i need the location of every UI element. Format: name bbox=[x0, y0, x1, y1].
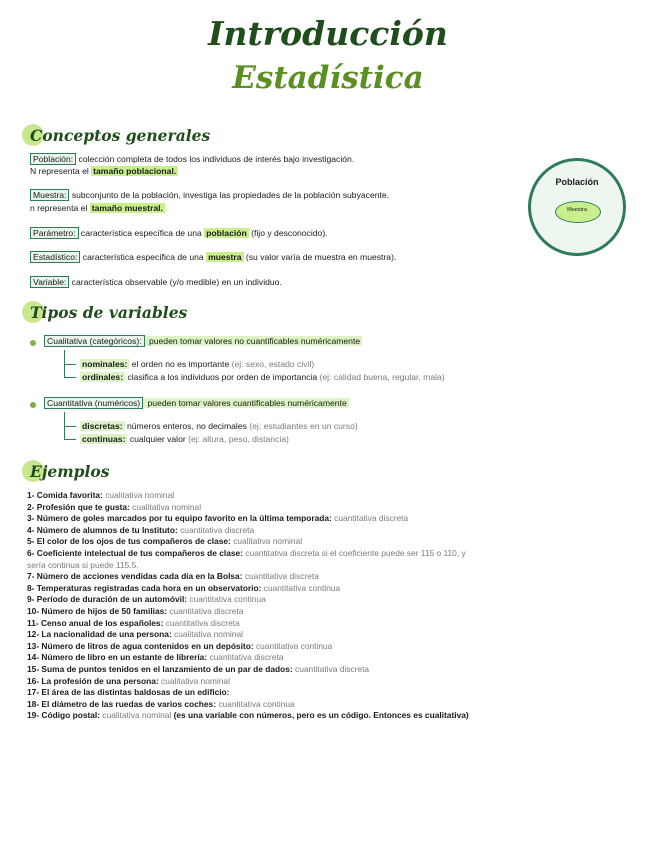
ejemplo-answer: cuantitativa discreta bbox=[165, 617, 240, 628]
ejemplo-question: 16- La profesión de una persona: bbox=[27, 675, 162, 686]
term-muestra: Muestra: bbox=[30, 189, 69, 201]
term-variable: Variable: bbox=[30, 276, 69, 288]
term-cuantitativa: Cuantitativa (numéricos) bbox=[44, 397, 143, 409]
ejemplo-note: (es una variable con números, pero es un código. Entonces es cualitativa) bbox=[171, 710, 469, 721]
tipo-cualitativa: Cualitativa (categóricos): pueden tomar valores no cuantificables numéricamente bbox=[44, 336, 362, 347]
term-poblacion: Población: bbox=[30, 153, 76, 165]
tipo-cuantitativa: Cuantitativa (numéricos) pueden tomar valores cuantificables numéricamente bbox=[44, 398, 349, 409]
poblacion-diagram bbox=[528, 158, 626, 256]
tree-branch bbox=[64, 364, 76, 365]
ejemplo-item bbox=[27, 618, 240, 629]
ejemplo-answer: cuantitativa discreta bbox=[334, 513, 409, 524]
ejemplo-item bbox=[27, 490, 174, 501]
ejemplo-item bbox=[27, 560, 139, 571]
tree-branch bbox=[64, 377, 76, 378]
bullet bbox=[30, 402, 36, 408]
ejemplo-answer: cualitativa nominal bbox=[105, 490, 175, 500]
ejemplo-answer: cuantitativa continua bbox=[189, 594, 266, 605]
term-estadistico: Estadístico: bbox=[30, 251, 80, 263]
title-line-1: Introducción bbox=[208, 14, 448, 53]
ejemplo-item bbox=[27, 536, 302, 547]
def-poblacion: Población: colección completa de todos los individuos de interés bajo investigación. bbox=[30, 154, 354, 165]
ejemplo-answer: cuantitativa discreta bbox=[180, 524, 255, 535]
ejemplo-item bbox=[27, 699, 295, 710]
ejemplo-item bbox=[27, 664, 369, 675]
def-variable: Variable: característica observable (y/o medible) en un individuo. bbox=[30, 277, 282, 288]
def-muestra-n: n representa el tamaño muestral. bbox=[30, 203, 163, 213]
ejemplo-question: 14- Número de libro en un estante de librería: bbox=[27, 652, 210, 663]
ejemplo-question: 12- La nacionalidad de una persona: bbox=[27, 629, 175, 640]
def-estadistico: Estadístico: característica específica de una muestra (su valor varía de muestra en muestra). bbox=[30, 252, 396, 263]
ejemplo-item bbox=[27, 502, 201, 513]
ejemplo-answer: cualitativa nominal bbox=[132, 501, 202, 512]
sub-discretas: discretas: números enteros, no decimales (ej: estudiantes en un curso) bbox=[82, 421, 358, 431]
ejemplo-answer: cualitativa nominal bbox=[174, 629, 243, 640]
sub-continuas: continuas: cualquier valor (ej: altura, peso, distancia) bbox=[82, 434, 289, 444]
ejemplo-item bbox=[27, 548, 466, 559]
ejemplo-item bbox=[27, 710, 469, 721]
ejemplo-answer: cuantitativa discreta bbox=[244, 571, 319, 582]
sub-nominales: nominales: el orden no es importante (ej: sexo, estado civil) bbox=[82, 359, 315, 369]
muestra-label: Muestra bbox=[567, 207, 587, 213]
poblacion-label: Población bbox=[555, 177, 599, 187]
section-title: Tipos de variables bbox=[30, 303, 188, 322]
ejemplo-item bbox=[27, 513, 408, 524]
def-parametro: Parámetro: característica específica de una población (fijo y desconocido). bbox=[30, 228, 328, 239]
ejemplo-question: 17- El área de las distintas baldosas de un edificio: bbox=[27, 687, 230, 698]
ejemplo-answer: cualitativa nominal bbox=[233, 536, 303, 547]
term-parametro: Parámetro: bbox=[30, 227, 79, 239]
ejemplo-item bbox=[27, 525, 254, 536]
tree-branch bbox=[64, 439, 76, 440]
ejemplo-question: 10- Número de hijos de 50 familias: bbox=[27, 606, 170, 616]
ejemplo-question: 19- Código postal: bbox=[27, 710, 103, 721]
ejemplo-answer: cuantitativa discreta si el coeficiente puede ser 115 o 110, y bbox=[245, 548, 466, 558]
def-muestra: Muestra: subconjunto de la población, investiga las propiedades de la población subyacente. bbox=[30, 190, 389, 201]
ejemplo-item bbox=[27, 594, 266, 605]
ejemplo-item bbox=[27, 629, 243, 640]
ejemplo-question: 2- Profesión que te gusta: bbox=[27, 501, 133, 512]
ejemplo-question: 5- El color de los ojos de tus compañeros de clase: bbox=[27, 536, 234, 547]
ejemplo-question: 9- Período de duración de un automóvil: bbox=[27, 594, 190, 605]
ejemplo-answer: cualitativa nominal bbox=[161, 675, 230, 686]
ejemplo-answer: cuantitativa continua bbox=[255, 640, 333, 651]
ejemplo-answer: cuantitativa continua bbox=[263, 582, 341, 593]
ejemplo-item bbox=[27, 676, 230, 687]
ejemplo-question: 8- Temperaturas registradas cada hora en un observatorio: bbox=[27, 582, 264, 593]
ejemplo-answer: cuantitativa discreta bbox=[209, 652, 284, 663]
ejemplo-answer: cuantitativa discreta bbox=[169, 606, 244, 616]
ejemplo-item bbox=[27, 641, 332, 652]
ejemplo-answer: sería continua si puede 115.5. bbox=[27, 559, 139, 570]
sub-ordinales: ordinales: clasifica a los individuos por orden de importancia (ej: calidad buena, regular, mala) bbox=[82, 372, 445, 382]
bullet bbox=[30, 340, 36, 346]
ejemplo-answer: cuantitativa discreta bbox=[295, 664, 370, 674]
ejemplo-question: 15- Suma de puntos tenidos en el lanzamiento de un par de dados: bbox=[27, 664, 296, 674]
ejemplo-item bbox=[27, 571, 319, 582]
tree-branch bbox=[64, 426, 76, 427]
section-title: Conceptos generales bbox=[30, 126, 211, 145]
ejemplo-item bbox=[27, 652, 283, 663]
ejemplo-question: 13- Número de litros de agua contenidos en un depósito: bbox=[27, 640, 256, 651]
ejemplo-item bbox=[27, 687, 229, 698]
ejemplo-question: 6- Coeficiente intelectual de tus compañeros de clase: bbox=[27, 548, 246, 558]
ejemplo-question: 3- Número de goles marcados por tu equipo favorito en la última temporada: bbox=[27, 513, 335, 524]
term-cualitativa: Cualitativa (categóricos): bbox=[44, 335, 145, 347]
ejemplo-question: 7- Número de acciones vendidas cada día en la Bolsa: bbox=[27, 571, 245, 582]
title-line-2: Estadística bbox=[232, 60, 424, 96]
ejemplo-question: 11- Censo anual de los españoles: bbox=[27, 617, 166, 628]
section-title: Ejemplos bbox=[30, 462, 110, 481]
ejemplo-question: 4- Número de alumnos de tu Instituto: bbox=[27, 524, 181, 535]
ejemplo-item bbox=[27, 606, 243, 617]
ejemplo-answer: cuantitativa continua bbox=[218, 698, 295, 709]
ejemplo-item bbox=[27, 583, 340, 594]
ejemplo-question: 1- Comida favorita: bbox=[27, 490, 106, 500]
ejemplo-answer: cualitativa nominal bbox=[102, 710, 172, 721]
ejemplo-question: 18- El diámetro de las ruedas de varios coches: bbox=[27, 698, 219, 709]
def-poblacion-n: N representa el tamaño poblacional. bbox=[30, 166, 177, 176]
